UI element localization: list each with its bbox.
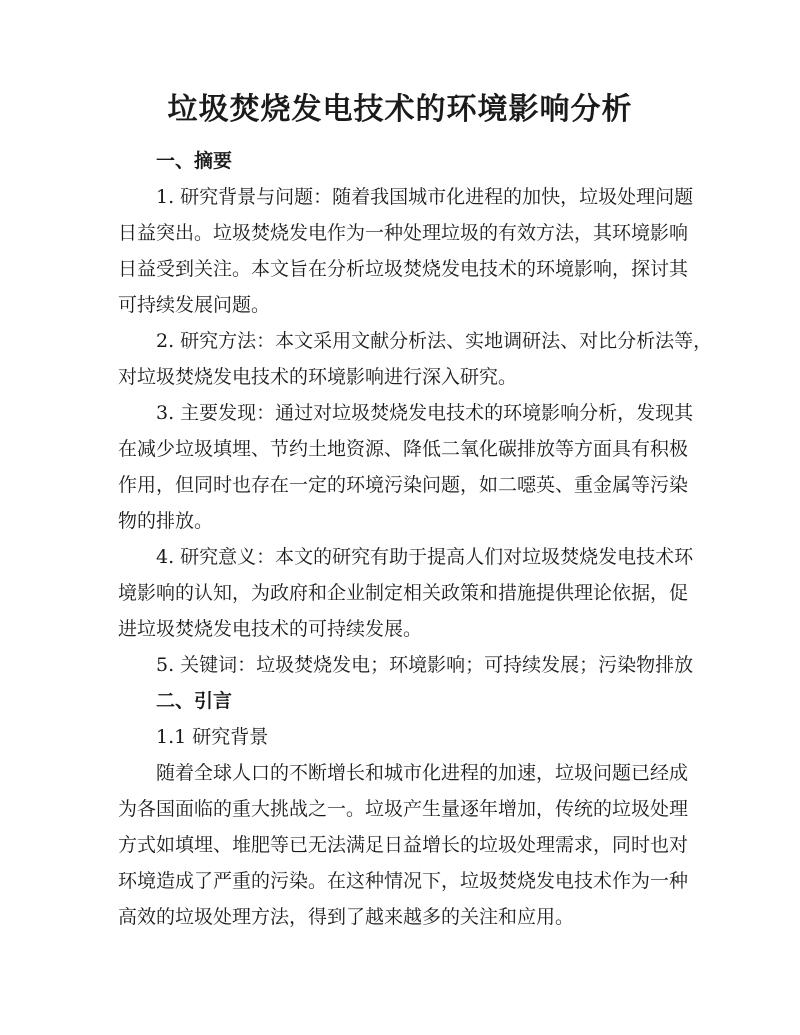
section-heading-introduction: 二、引言 (156, 690, 233, 712)
abstract-item1-line3: 日益受到关注。本文旨在分析垃圾焚烧发电技术的环境影响，探讨其 (118, 258, 689, 280)
intro-paragraph-line1: 随着全球人口的不断增长和城市化进程的加速，垃圾问题已经成 (156, 762, 689, 784)
document-title: 垃圾焚烧发电技术的环境影响分析 (167, 92, 633, 127)
abstract-item2-line1: 2. 研究方法：本文采用文献分析法、实地调研法、对比分析法等， (156, 330, 713, 352)
abstract-item3-line3: 作用，但同时也存在一定的环境污染问题，如二噁英、重金属等污染 (118, 474, 689, 496)
abstract-item2-line2: 对垃圾焚烧发电技术的环境影响进行深入研究。 (118, 366, 518, 388)
abstract-item4-line2: 境影响的认知，为政府和企业制定相关政策和措施提供理论依据，促 (118, 582, 689, 604)
intro-paragraph-line3: 方式如填埋、堆肥等已无法满足日益增长的垃圾处理需求，同时也对 (118, 834, 689, 856)
intro-paragraph-line2: 为各国面临的重大挑战之一。垃圾产生量逐年增加，传统的垃圾处理 (118, 798, 689, 820)
intro-paragraph-line4: 环境造成了严重的污染。在这种情况下，垃圾焚烧发电技术作为一种 (118, 870, 689, 892)
abstract-item1-line4: 可持续发展问题。 (118, 294, 271, 316)
abstract-item4-line3: 进垃圾焚烧发电技术的可持续发展。 (118, 618, 423, 640)
intro-paragraph-line5: 高效的垃圾处理方法，得到了越来越多的关注和应用。 (118, 906, 575, 928)
section-heading-abstract: 一、摘要 (156, 150, 233, 172)
abstract-item1-line2: 日益突出。垃圾焚烧发电作为一种处理垃圾的有效方法，其环境影响 (118, 222, 689, 244)
subsection-heading-background: 1.1 研究背景 (156, 726, 269, 748)
abstract-item3-line1: 3. 主要发现：通过对垃圾焚烧发电技术的环境影响分析，发现其 (156, 402, 694, 424)
abstract-item5-keywords: 5. 关键词：垃圾焚烧发电；环境影响；可持续发展；污染物排放 (156, 654, 694, 676)
abstract-item3-line2: 在减少垃圾填埋、节约土地资源、降低二氧化碳排放等方面具有积极 (118, 438, 689, 460)
abstract-item3-line4: 物的排放。 (118, 510, 214, 532)
abstract-item1-line1: 1. 研究背景与问题：随着我国城市化进程的加快，垃圾处理问题 (156, 186, 694, 208)
abstract-item4-line1: 4. 研究意义：本文的研究有助于提高人们对垃圾焚烧发电技术环 (156, 546, 694, 568)
